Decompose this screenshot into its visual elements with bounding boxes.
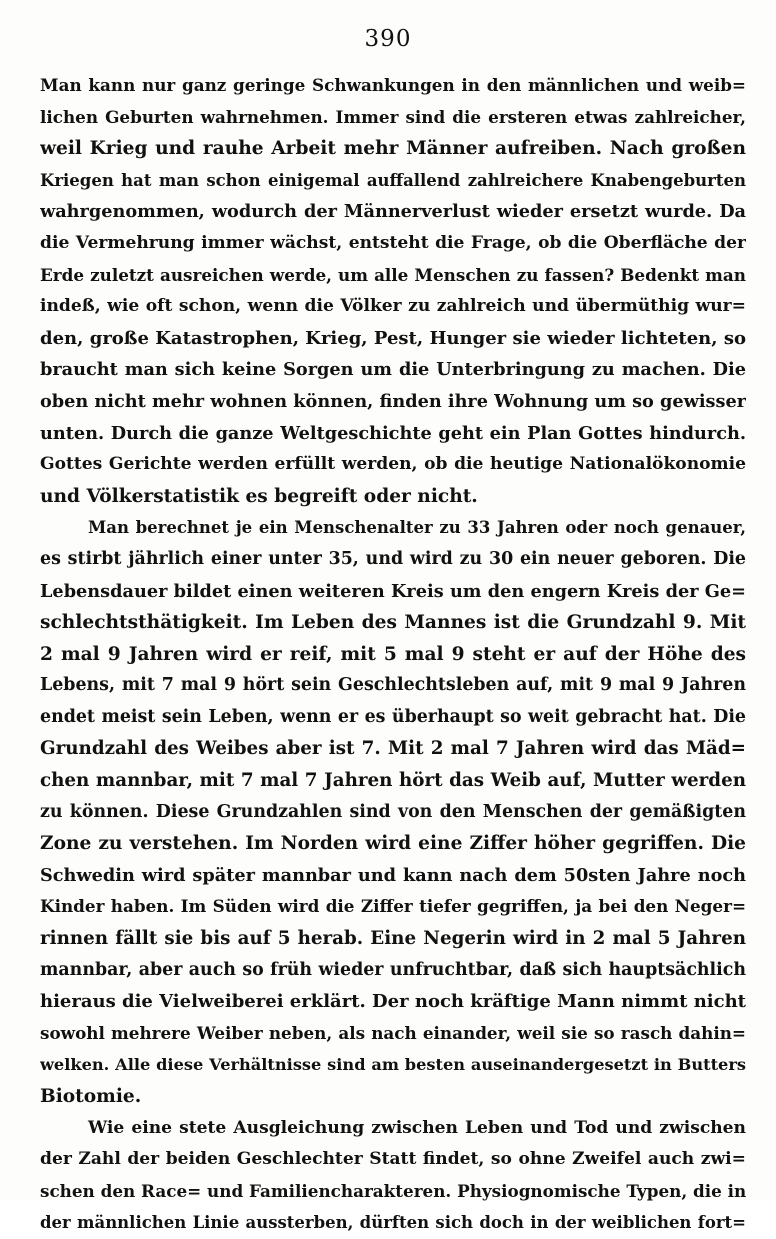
text-line: den, große Katastrophen, Krieg, Pest, Hunger sie wieder lichteten, so: [40, 327, 746, 349]
text-line: oben nicht mehr wohnen können, finden ihre Wohnung um so gewisser: [40, 390, 746, 412]
text-line: sowohl mehrere Weiber neben, als nach einander, weil sie so rasch dahin=: [40, 1022, 746, 1043]
text-line: Man berechnet je ein Menschenalter zu 33 Jahren oder noch genauer,: [88, 518, 746, 538]
text-line: mannbar, aber auch so früh wieder unfruchtbar, daß sich hauptsächlich: [40, 959, 746, 980]
text-line: Zone zu verstehen. Im Norden wird eine Ziffer höher gegriffen. Die: [40, 833, 746, 855]
text-line: Biotomie.: [40, 1086, 142, 1107]
text-line: der Zahl der beiden Geschlechter Statt findet, so ohne Zweifel auch zwi=: [40, 1149, 746, 1170]
text-line: Wie eine stete Ausgleichung zwischen Leben und Tod und zwischen: [88, 1117, 746, 1138]
text-line: der männlichen Linie aussterben, dürften sich doch in der weiblichen fort=: [40, 1213, 746, 1233]
text-line: indeß, wie oft schon, wenn die Völker zu zahlreich und übermüthig wur=: [40, 296, 746, 317]
text-line: zu können. Diese Grundzahlen sind von den Menschen der gemäßigten: [40, 801, 746, 822]
text-line: hieraus die Vielweiberei erklärt. Der noch kräftige Mann nimmt nicht: [40, 991, 746, 1013]
text-line: wahrgenommen, wodurch der Männerverlust wieder ersetzt wurde. Da: [40, 201, 746, 223]
text-line: schlechtsthätigkeit. Im Leben des Mannes ist die Grundzahl 9. Mit: [40, 612, 746, 634]
text-line: unten. Durch die ganze Weltgeschichte geht ein Plan Gottes hindurch.: [40, 422, 746, 444]
text-line: Man kann nur ganz geringe Schwankungen in den männlichen und weib=: [40, 75, 746, 95]
text-line: lichen Geburten wahrnehmen. Immer sind die ersteren etwas zahlreicher,: [40, 106, 746, 127]
text-line: weil Krieg und rauhe Arbeit mehr Männer aufreiben. Nach großen: [40, 138, 746, 160]
text-line: rinnen fällt sie bis auf 5 herab. Eine Negerin wird in 2 mal 5 Jahren: [40, 928, 746, 950]
text-line: Schwedin wird später mannbar und kann nach dem 50sten Jahre noch: [40, 864, 746, 886]
text-line: welken. Alle diese Verhältnisse sind am besten auseinandergesetzt in Butters: [40, 1055, 746, 1075]
text-line: und Völkerstatistik es begreift oder nicht.: [40, 485, 478, 507]
page-number: 390: [364, 26, 412, 52]
text-line: chen mannbar, mit 7 mal 7 Jahren hört das Weib auf, Mutter werden: [40, 770, 746, 792]
text-line: Kriegen hat man schon einigemal auffallend zahlreichere Knabengeburten: [40, 170, 746, 190]
text-line: schen den Race= und Familiencharakteren. Physiognomische Typen, die in: [40, 1180, 746, 1201]
text-line: Grundzahl des Weibes aber ist 7. Mit 2 mal 7 Jahren wird das Mäd=: [40, 738, 746, 760]
text-line: es stirbt jährlich einer unter 35, und wird zu 30 ein neuer geboren. Die: [40, 548, 746, 569]
text-line: Lebens, mit 7 mal 9 hört sein Geschlechtsleben auf, mit 9 mal 9 Jahren: [40, 675, 746, 696]
text-line: 2 mal 9 Jahren wird er reif, mit 5 mal 9 steht er auf der Höhe des: [40, 643, 746, 665]
text-line: Erde zuletzt ausreichen werde, um alle Menschen zu fassen? Bedenkt man: [40, 264, 746, 285]
text-line: Gottes Gerichte werden erfüllt werden, ob die heutige Nationalökonomie: [40, 454, 746, 475]
text-line: braucht man sich keine Sorgen um die Unterbringung zu machen. Die: [40, 359, 746, 381]
text-line: Lebensdauer bildet einen weiteren Kreis um den engern Kreis der Ge=: [40, 580, 746, 602]
text-line: endet meist sein Leben, wenn er es überhaupt so weit gebracht hat. Die: [40, 706, 746, 727]
text-line: die Vermehrung immer wächst, entsteht die Frage, ob die Oberfläche der: [40, 232, 746, 253]
body-text: [40, 70, 746, 1239]
text-line: Kinder haben. Im Süden wird die Ziffer tiefer gegriffen, ja bei den Neger=: [40, 896, 746, 917]
